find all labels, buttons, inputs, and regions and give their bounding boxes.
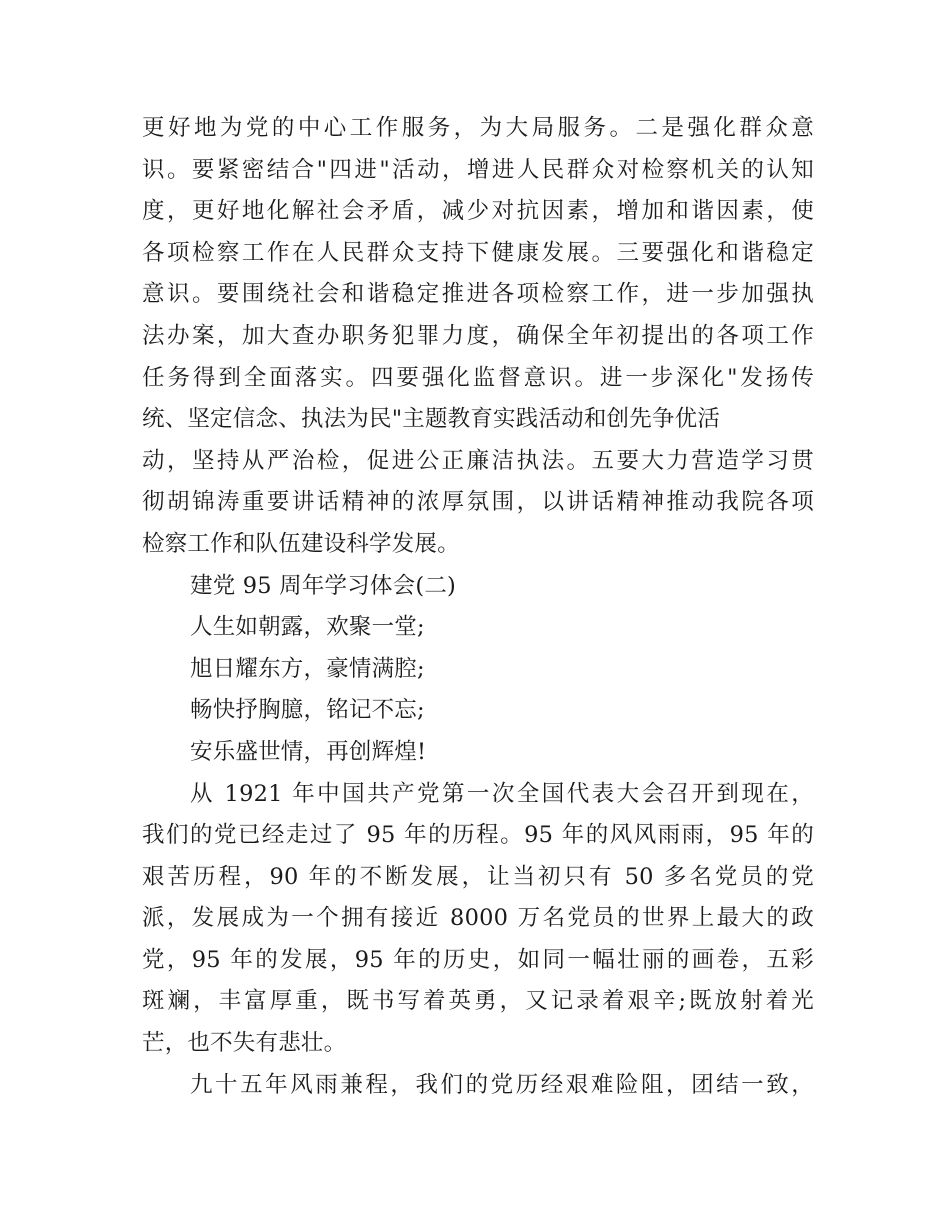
text-line: 安乐盛世情，再创辉煌! (190, 738, 427, 765)
text-line: 斑斓，丰富厚重，既书写着英勇，又记录着艰辛;既放射着光 (142, 988, 814, 1015)
text-line: 动，坚持从严治检，促进公正廉洁执法。五要大力营造学习贯 (142, 447, 814, 474)
text-line: 各项检察工作在人民群众支持下健康发展。三要强化和谐稳定 (142, 239, 814, 266)
text-line: 识。要紧密结合"四进"活动，增进人民群众对检察机关的认知 (142, 156, 814, 183)
text-line: 任务得到全面落实。四要强化监督意识。进一步深化"发扬传 (142, 364, 814, 391)
text-line: 检察工作和队伍建设科学发展。 (142, 530, 460, 557)
text-line: 艰苦历程，90 年的不断发展，让当初只有 50 多名党员的党 (142, 863, 814, 890)
text-line: 派，发展成为一个拥有接近 8000 万名党员的世界上最大的政 (142, 905, 814, 932)
text-line: 更好地为党的中心工作服务，为大局服务。二是强化群众意 (142, 115, 814, 141)
text-line: 建党 95 周年学习体会(二) (190, 572, 456, 599)
text-line: 芒，也不失有悲壮。 (142, 1030, 347, 1057)
text-line: 党，95 年的发展，95 年的历史，如同一幅壮丽的画卷，五彩 (142, 946, 814, 973)
text-line: 意识。要围绕社会和谐稳定推进各项检察工作，进一步加强执 (142, 281, 814, 308)
text-line: 人生如朝露，欢聚一堂; (190, 614, 425, 641)
text-line: 统、坚定信念、执法为民"主题教育实践活动和创先争优活 (142, 406, 721, 433)
text-line: 从 1921 年中国共产党第一次全国代表大会召开到现在， (190, 780, 814, 807)
text-line: 畅快抒胸臆，铭记不忘; (190, 697, 425, 724)
text-line: 法办案，加大查办职务犯罪力度，确保全年初提出的各项工作 (142, 322, 814, 349)
text-line: 我们的党已经走过了 95 年的历程。95 年的风风雨雨，95 年的 (142, 822, 814, 849)
text-line: 旭日耀东方，豪情满腔; (190, 655, 425, 682)
text-line: 度，更好地化解社会矛盾，减少对抗因素，增加和谐因素，使 (142, 198, 814, 225)
document-body (142, 108, 814, 1106)
text-line: 九十五年风雨兼程，我们的党历经艰难险阻，团结一致， (190, 1071, 814, 1098)
text-line: 彻胡锦涛重要讲话精神的浓厚氛围，以讲话精神推动我院各项 (142, 489, 814, 516)
